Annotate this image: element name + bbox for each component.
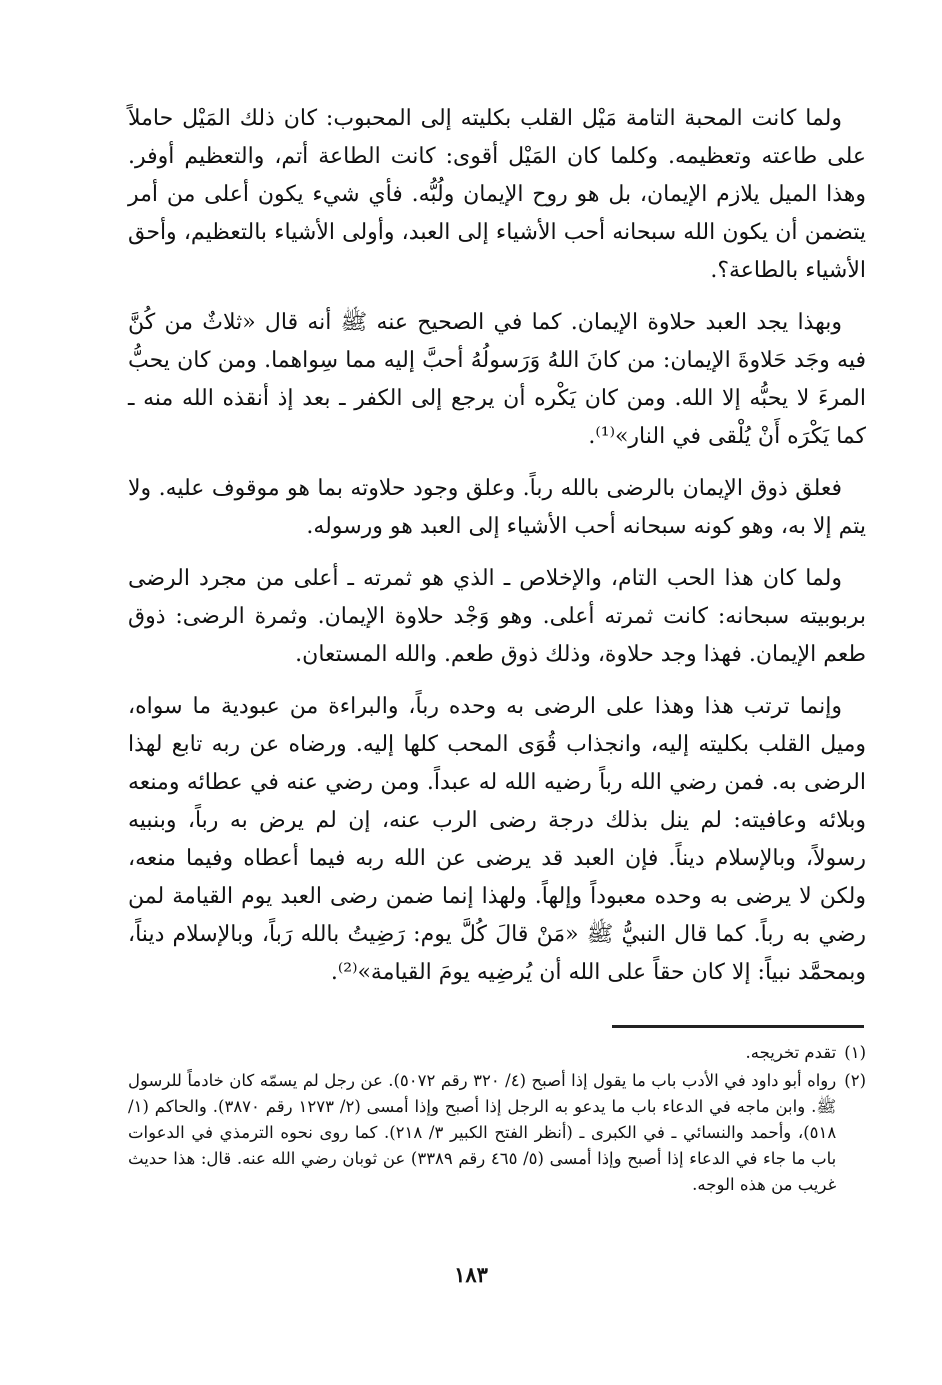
footnote-1	[128, 1040, 866, 1066]
paragraph-2: وبهذا يجد العبد حلاوة الإيمان. كما في الصحيح عنه ﷺ أنه قال «ثلاثٌ من كُنَّ فيه وجَد حَلاوةَ الإيمان: من كانَ اللهُ وَرَسولُهُ أحبَّ إليه مما سِواهما. ومن كان يحبُّ المرءَ لا يحبُّه إلا الله. ومن كان يَكْره أن يرجع إلى الكفر ـ بعد إذ أنقذه الله منه ـ كما يَكْرَه أَنْ يُلْقى في النار»⁽¹⁾.	[128, 310, 866, 449]
paragraph-1: ولما كانت المحبة التامة مَيْل القلب بكليته إلى المحبوب: كان ذلك المَيْل حاملاً على طاعته وتعظيمه. وكلما كان المَيْل أقوى: كانت الطاعة أتم، والتعظيم أوفر. وهذا الميل يلازم الإيمان، بل هو روح الإيمان ولُبُّه. فأي شيء يكون أعلى من أمر يتضمن أن يكون الله سبحانه أحب الأشياء إلى العبد، وأولى الأشياء بالتعظيم، وأحق الأشياء بالطاعة؟.	[128, 106, 866, 283]
main-text	[128, 100, 866, 1006]
paragraph-5: وإنما ترتب هذا وهذا على الرضى به وحده رباً، والبراءة من عبودية ما سواه، وميل القلب بكليته إليه، وانجذاب قُوَى المحب كلها إليه. ورضاه عن ربه تابع لهذا الرضى به. فمن رضي الله رباً رضيه الله له عبداً. ومن رضي عنه في عطائه ومنعه وبلائه وعافيته: لم ينل بذلك درجة رضى الرب عنه، إن لم يرض به رباً، وبنبيه رسولاً، وبالإسلام ديناً. فإن العبد قد يرضى عن الله ربه فيما أعطاه وفيما منعه، ولكن لا يرضى به وحده معبوداً وإلهاً. ولهذا إنما ضمن رضى العبد يوم القيامة لمن رضي به رباً. كما قال النبيُّ ﷺ «مَنْ قالَ كُلَّ يوم: رَضِيتُ بالله رَباً، وبالإسلام ديناً، وبمحمَّد نبياً: إلا كان حقاً على الله أن يُرضِيه يومَ القيامة»⁽²⁾.	[128, 694, 866, 985]
paragraph-4: ولما كان هذا الحب التام، والإخلاص ـ الذي هو ثمرته ـ أعلى من مجرد الرضى بربوبيته سبحانه: كانت ثمرته أعلى. وهو وَجْد حلاوة الإيمان. وثمرة الرضى: ذوق طعم الإيمان. فهذا وجد حلاوة، وذلك ذوق طعم. والله المستعان.	[128, 566, 866, 667]
footnote-separator	[612, 1025, 864, 1028]
footnotes	[128, 1040, 866, 1200]
footnote-text: رواه أبو داود في الأدب باب ما يقول إذا أصبح (٤/ ٣٢٠ رقم ٥٠٧٢). عن رجل لم يسمّه كان خادماً للرسول ﷺ. وابن ماجه في الدعاء باب ما يدعو به الرجل إذا أصبح وإذا أمسى (٢/ ١٢٧٣ رقم ٣٨٧٠). والحاكم (١/ ٥١٨)، وأحمد والنسائي ـ في الكبرى ـ (أنظر الفتح الكبير ٣/ ٢١٨). كما روى نحوه الترمذي في الدعوات باب ما جاء في الدعاء إذا أصبح وإذا أمسى (٥/ ٤٦٥ رقم ٣٣٨٩) عن ثوبان رضي الله عنه. قال: هذا حديث غريب من هذه الوجه.	[128, 1071, 837, 1194]
footnote-number: (٢)	[844, 1071, 866, 1090]
paragraph-3: فعلق ذوق الإيمان بالرضى بالله رباً. وعلق وجود حلاوته بما هو موقوف عليه. ولا يتم إلا به، وهو كونه سبحانه أحب الأشياء إلى العبد هو ورسوله.	[128, 476, 866, 539]
footnote-2	[128, 1068, 866, 1198]
footnote-number: (١)	[844, 1043, 866, 1062]
footnote-text: تقدم تخريجه.	[745, 1043, 837, 1062]
page-number: ١٨٣	[454, 1262, 488, 1287]
